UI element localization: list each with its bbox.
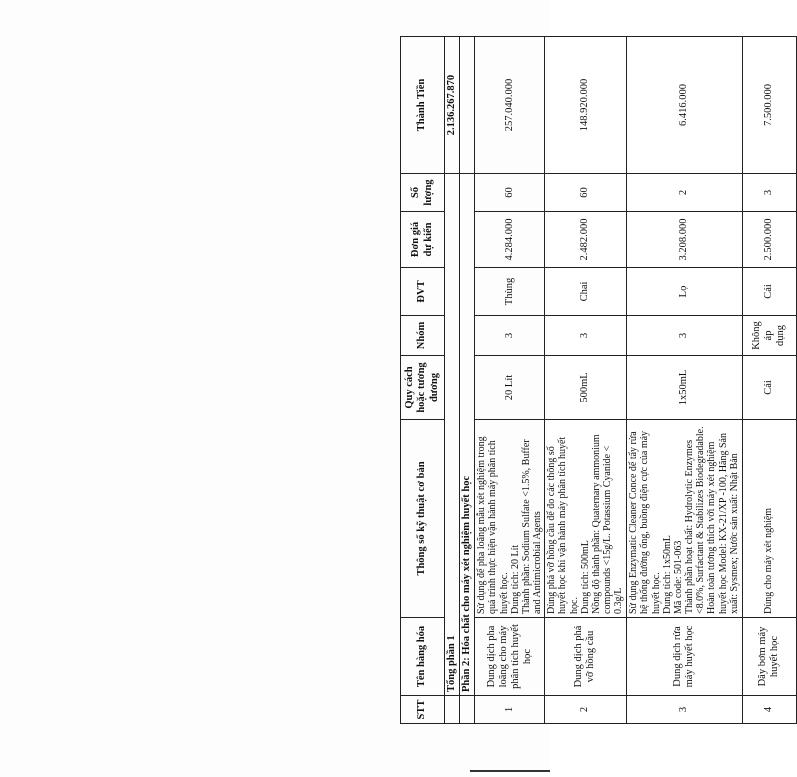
part1-stt-cell [445,696,460,724]
row-stt: 3 [626,696,742,724]
row-spec [545,420,626,618]
part2-total-cell [460,37,475,174]
row-spec [475,420,545,618]
table-row [545,37,626,724]
row-price: 2.482.000 [545,212,626,268]
spec-line: Thành phần hoạt chất: Hydrolytic Enzymes <8.0%, Surfactant & Stabilizes Biodegradable. [684,426,707,614]
part1-total-row [445,37,460,724]
row-total: 6.416.000 [626,37,742,174]
row-qty: 60 [475,174,545,212]
row-stt: 4 [742,696,796,724]
row-group: 3 [626,316,742,356]
row-group: Không áp dụng [742,316,796,356]
row-total: 257.040.000 [475,37,545,174]
row-spec [742,420,796,618]
header-total: Thành Tiền [401,37,445,174]
row-unit: Lọ [626,268,742,316]
row-spec [626,420,742,618]
header-stt: STT [401,696,445,724]
row-name: Dung dịch rửa máy huyết học [626,618,742,696]
row-pack: 500mL [545,356,626,420]
spec-line: Sử dụng để pha loãng mẫu xét nghiệm trong quá trình thực hiện vận hành máy phân tích huyết học. [476,436,510,614]
row-qty: 2 [626,174,742,212]
row-group: 3 [475,316,545,356]
row-stt: 1 [475,696,545,724]
spec-line: Nồng độ thành phần: Quaternary ammonium compounds <15g/L. Potassium Cyanide < 0.3g/L [591,434,625,614]
row-unit: Thùng [475,268,545,316]
header-name: Tên hàng hóa [401,618,445,696]
table-row [626,37,742,724]
header-price: Đơn giá dự kiến [401,212,445,268]
row-name: Dung dịch pha loãng cho máy phân tích huyết học [475,618,545,696]
spec-line: Dung tích: 1x50mL [661,535,673,614]
spec-line: Sử dụng Enzymatic Cleaner Conce để tẩy rửa hệ thống đường ống, buồng điện cực của máy huyết học. [628,430,662,614]
row-total: 7.500.000 [742,37,796,174]
row-price: 2.500.000 [742,212,796,268]
spec-line: Hoàn toàn tương thích với máy xét nghiệm huyết học Model: KX-21/XP -100, Hãng Sản xuất: Sysmex; Nước sản xuất: Nhật Bản [706,433,740,614]
header-spec: Thông số kỹ thuật cơ bản [401,420,445,618]
part1-label: Tổng phần 1 [445,174,460,696]
row-pack: 20 Lít [475,356,545,420]
footer-divider [470,770,550,772]
part2-title-row [460,37,475,724]
part1-total: 2.136.267.870 [445,37,460,174]
rotated-table-container [400,37,787,724]
part2-stt-cell [460,696,475,724]
row-stt: 2 [545,696,626,724]
header-row [401,37,445,724]
procurement-table [400,36,797,724]
row-pack: 1x50mL [626,356,742,420]
table-row [475,37,545,724]
spec-line: Dung tích: 20 Lít [509,544,521,614]
part2-label: Phần 2: Hóa chất cho máy xét nghiệm huyết học [460,174,475,696]
header-qty: Số lượng [401,174,445,212]
spec-line: Mã code: 501-063 [672,540,684,614]
row-name: Dây bơm máy huyết học [742,618,796,696]
spec-line: Dùng phá vỡ hồng cầu để đo các thông số huyết học khi vận hành máy phân tích huyết học. [546,436,580,614]
row-group: 3 [545,316,626,356]
row-price: 3.208.000 [626,212,742,268]
spec-line: Dung tích: 500mL [579,540,591,614]
spec-line: Dùng cho máy xét nghiệm [763,507,775,614]
header-group: Nhóm [401,316,445,356]
row-pack: Cái [742,356,796,420]
row-price: 4.284.000 [475,212,545,268]
row-total: 148.920.000 [545,37,626,174]
header-unit: ĐVT [401,268,445,316]
row-name: Dung dịch phá vỡ hồng cầu [545,618,626,696]
row-unit: Cái [742,268,796,316]
row-unit: Chai [545,268,626,316]
spec-line: Thành phần: Sodium Sulfate <1.5%, Buffer and Antimicrobial Agents [520,439,544,614]
row-qty: 3 [742,174,796,212]
row-qty: 60 [545,174,626,212]
header-pack: Quy cách hoặc tương đương [401,356,445,420]
table-row [742,37,796,724]
